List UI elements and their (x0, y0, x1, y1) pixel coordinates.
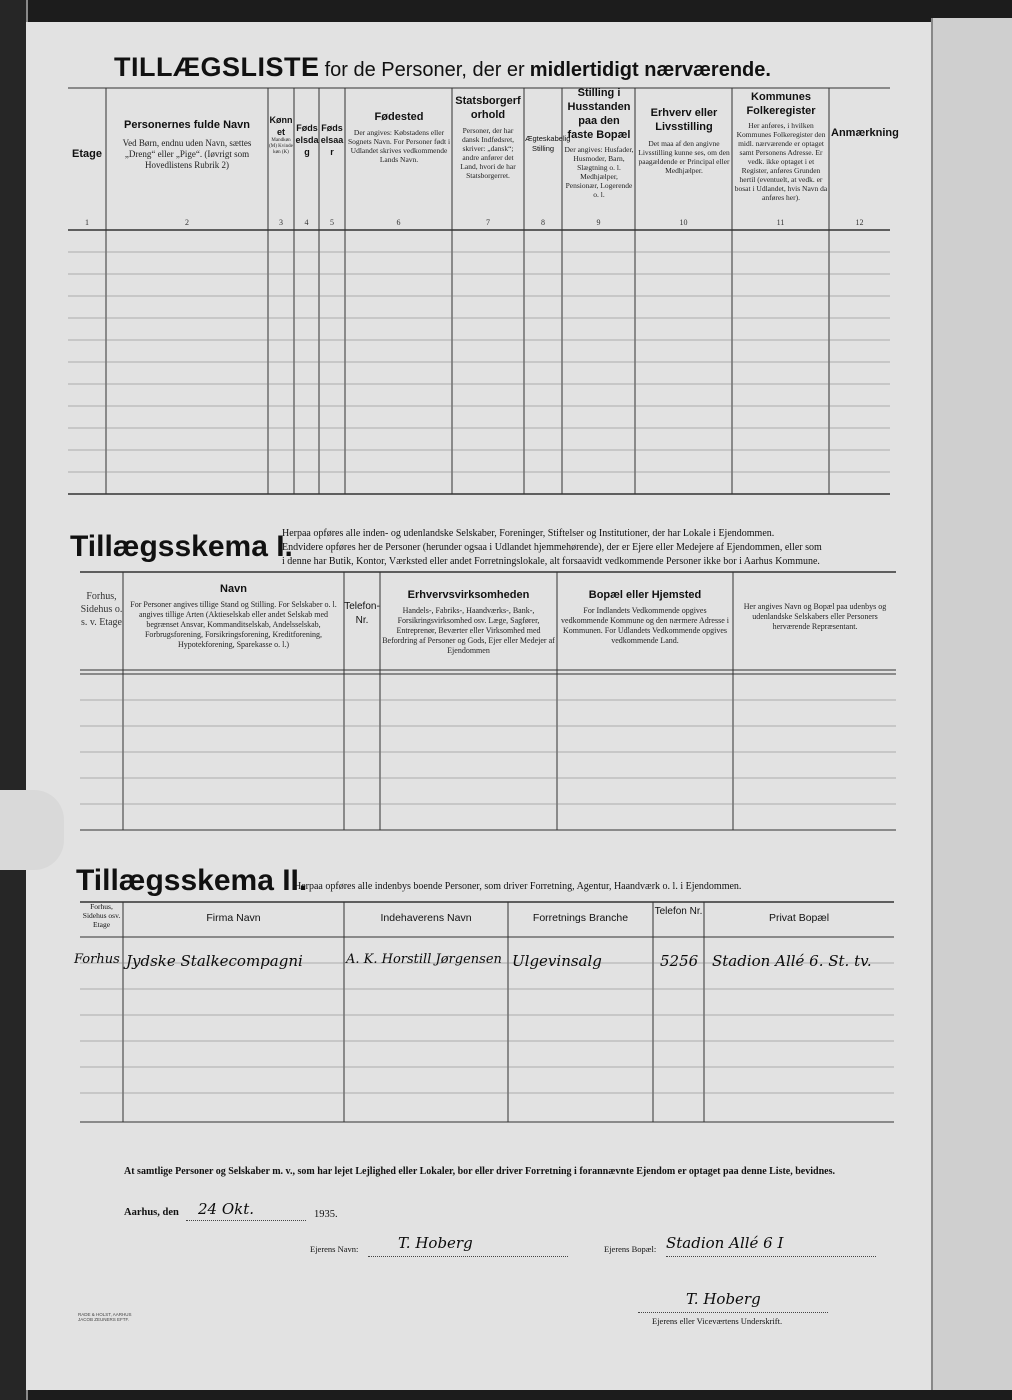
s1-col-navn: Navn For Personer angives tillige Stand og Stilling. For Selskaber o. l. angives tillige Arten (Aktieselskab eller andet Selskab med begrænset Ansvar, Kommanditselskab, Andelsselskab, Forbrugsforening, Forsikringsforening, Kreditforening, Hypotekforening, Sparekasse o. l.) (130, 583, 337, 649)
title-middle: for de Personer, der er (324, 59, 525, 81)
colnum-4: 4 (304, 218, 309, 227)
colnum-8: 8 (541, 218, 545, 227)
date-handwritten: 24 Okt. (198, 1200, 255, 1218)
form-page (26, 22, 931, 1390)
col-folkeregister: Kommunes Folkeregister Her anføres, i hvilken Kommunes Folkeregister den midl. nærværende er optaget samt Personens Adresse. Er vedk. ikke optaget i et Register, anføres Grunden hertil (eventuelt, at vedk. er bosat i Udlandet, hvis Navn da anføres her). (734, 91, 828, 202)
colnum-9: 9 (596, 218, 601, 227)
s1-col-bopael: Bopæl eller Hjemsted For Indlandets Vedkommende opgives vedkommende Kommune og den nærmere Adresse i Kommunen. For Udlandets Vedkommende opgives vedkommende Land. (561, 589, 729, 645)
s1-col-repraesentant: Her angives Navn og Bopæl paa udenbys og udenlandske Selskabers eller Personers herværende Repræsentant. (743, 602, 887, 631)
signature-line (638, 1312, 828, 1313)
owner-name-label: Ejerens Navn: (310, 1244, 359, 1254)
signature-label: Ejerens eller Viceværtens Underskrift. (652, 1316, 783, 1326)
s2-col-telefon: Telefon Nr. (654, 906, 703, 917)
s2-col-etage: Forhus, Sidehus osv. Etage (82, 902, 121, 929)
col-etage: Etage (72, 148, 102, 160)
s2-row-etage: Forhus (74, 952, 120, 967)
colnum-5: 5 (330, 218, 334, 227)
owner-address-handwritten: Stadion Allé 6 I (666, 1234, 784, 1252)
col-fodselsaar: Fødselsaar (320, 123, 344, 157)
colnum-1: 1 (85, 218, 89, 227)
s2-col-indehaver: Indehaverens Navn (380, 912, 472, 924)
book-binding (0, 0, 28, 1400)
owner-address-line (666, 1256, 876, 1257)
col-anmaerkning: Anmærkning (831, 127, 899, 139)
signature-handwritten: T. Hoberg (686, 1290, 761, 1308)
schema1-title: Tillægsskema I. (70, 530, 293, 563)
col-stilling-husstanden: Stilling i Husstanden paa den faste Bopæl Der angives: Husfader, Husmoder, Barn, Slægtning o. l. Medhjælper, Pensionær, Logerende o. l. (564, 87, 634, 199)
schema2-grid (26, 892, 931, 1132)
title-bold: midlertidigt nærværende. (529, 59, 771, 81)
col-aegteskabelig-stilling: Ægteskabelig Stilling (525, 134, 571, 153)
schema1-intro: Herpaa opføres alle inden- og udenlandske Selskaber, Foreninger, Stiftelser og Institutioner, der har Lokale i Ejendommen. Endvidere opføres her de Personer (herunder ogsaa i Udlandet hjemmehørende), der er Ejere eller Medejere af Ejendommen, eller som i denne har Butik, Kontor, Værksted eller andet Forretningslokale, alt forsaavidt vedkommende Personer ikke bor i Aarhus Kommune. (282, 528, 822, 567)
attestation-text: At samtlige Personer og Selskaber m. v., som har lejet Lejlighed eller Lokaler, bor eller driver Forretning i forannævnte Ejendom er optaget paa denne Liste, bevidnes. (124, 1166, 835, 1177)
binding-tab (0, 790, 64, 870)
col-statsborgerforhold: Statsborgerforhold Personer, der har dansk Indfødsret, skriver: „dansk“; andre anfører det Land, hvori de har Statsborgerret. (455, 95, 521, 180)
col-personernes-navn: Personernes fulde Navn Ved Børn, endnu uden Navn, sættes „Dreng“ eller „Pige“. (Iøvrigt som Hovedlistens Rubrik 2) (122, 119, 252, 170)
colnum-7: 7 (486, 218, 490, 227)
s2-col-firma: Firma Navn (206, 912, 261, 924)
place-label: Aarhus, den (124, 1207, 179, 1218)
owner-name-handwritten: T. Hoberg (398, 1234, 473, 1252)
s2-row-firma: Jydske Stalkecompagni (126, 952, 303, 970)
s2-row-telefon: 5256 (660, 952, 699, 970)
colnum-10: 10 (679, 218, 688, 227)
date-line (186, 1220, 306, 1221)
colnum-12: 12 (855, 218, 864, 227)
title-main: TILLÆGSLISTE (114, 52, 320, 82)
owner-name-line (368, 1256, 568, 1257)
col-fodselsdag: Fødselsdag (295, 123, 319, 157)
adjacent-page-edge (931, 18, 1012, 1390)
s2-row-bopael: Stadion Allé 6. St. tv. (712, 952, 872, 970)
col-fodested: Fødested Der angives: Købstadens eller Sognets Navn. For Personer født i Udlandet skrives vedkommende Lands Navn. (347, 111, 451, 164)
colnum-3: 3 (279, 218, 283, 227)
schema2-title: Tillægsskema II. (76, 864, 308, 897)
col-konnet: Kønnet Mandkøn (M) Kvindekøn (K) (269, 115, 293, 155)
colnum-11: 11 (776, 218, 785, 227)
s2-col-branche: Forretnings Branche (532, 912, 629, 924)
col-erhverv: Erhverv eller Livsstilling Det maa af den angivne Livsstilling kunne ses, om den paagældende er Principal eller Medhjælper. (638, 107, 730, 175)
owner-address-label: Ejerens Bopæl: (604, 1244, 657, 1254)
s1-col-telefon: Telefon-Nr. (344, 601, 380, 626)
s2-col-privat-bopael: Privat Bopæl (768, 912, 830, 924)
printer-mark: RADE & HOLST, AARHUS JACOB ZEUNERS EFTF. (78, 1312, 132, 1322)
colnum-2: 2 (185, 218, 189, 227)
s1-col-forhus: Forhus, Sidehus o. s. v. Etage (80, 591, 123, 628)
s2-row-indehaver: A. K. Horstill Jørgensen (346, 952, 502, 967)
s2-row-branche: Ulgevinsalg (512, 952, 602, 970)
colnum-6: 6 (396, 218, 401, 227)
s1-col-erhvervsvirksomheden: Erhvervsvirksomheden Handels-, Fabriks-, Haandværks-, Bank-, Forsikringsvirksomhed osv. Læge, Sagfører, Entreprenør, Beværter eller Virksomhed med Befordring af Personer og Gods, Ejer eller Medejer af Ejendommen (382, 589, 555, 655)
year: 1935. (314, 1209, 338, 1220)
schema2-intro: Herpaa opføres alle indenbys boende Personer, som driver Forretning, Agentur, Haandværk o. l. i Ejendommen. (294, 881, 742, 892)
